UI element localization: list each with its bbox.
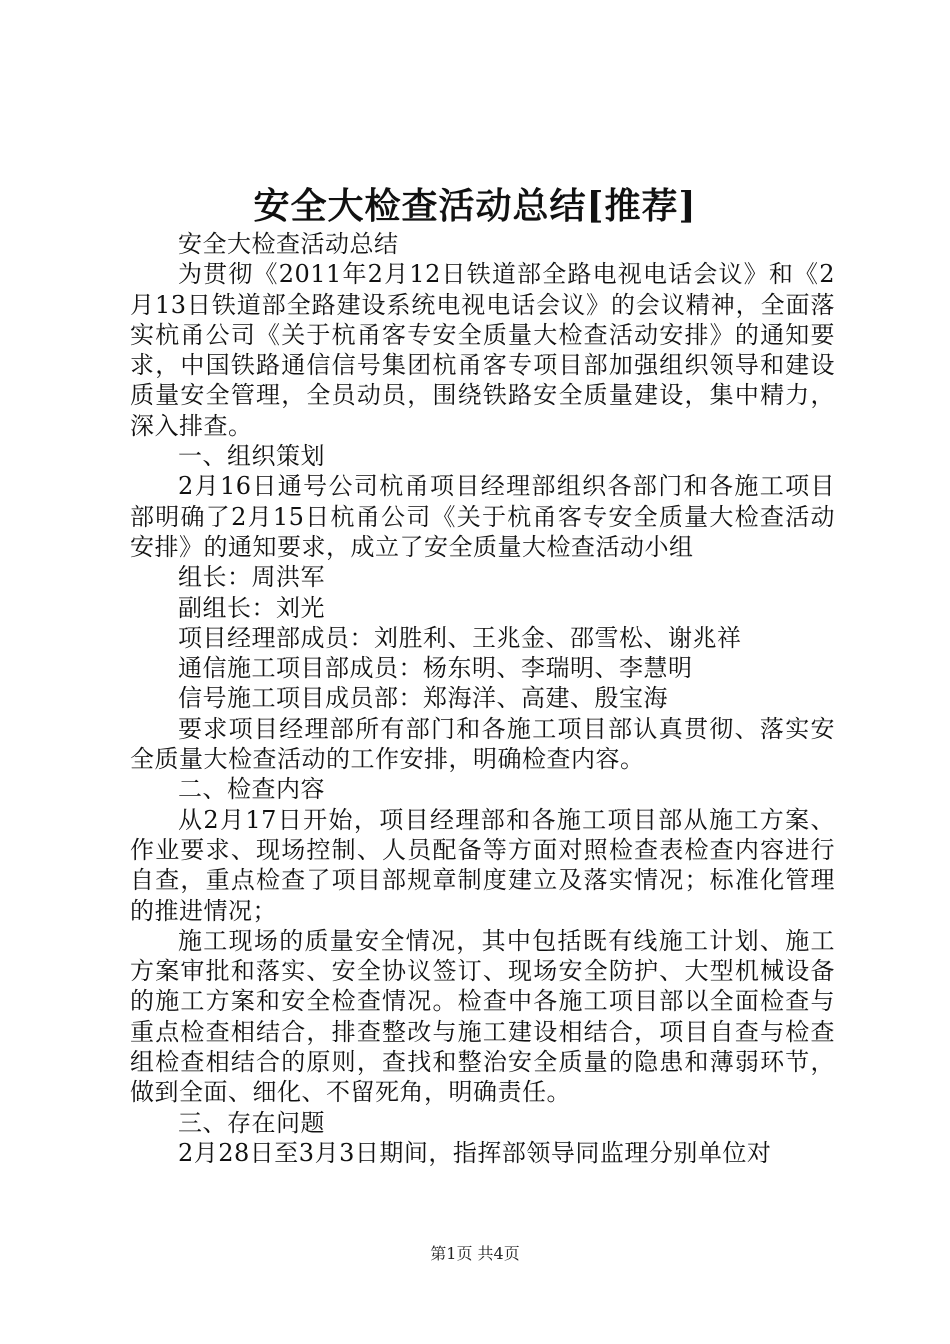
paragraph-organization: 2月16日通号公司杭甬项目经理部组织各部门和各施工项目部明确了2月15日杭甬公司《关于杭甬客专安全质量大检查活动安排》的通知要求，成立了安全质量大检查活动小组	[130, 472, 835, 561]
section-heading-problems: 三、存在问题	[178, 1108, 325, 1137]
section-heading-inspection: 二、检查内容	[178, 775, 325, 804]
document-title: 安全大检查活动总结[推荐]	[253, 185, 697, 227]
paragraph-subtitle: 安全大检查活动总结	[178, 230, 399, 258]
page-number-footer: 第1页 共4页	[430, 1244, 520, 1263]
deputy-leader: 副组长：刘光	[178, 593, 325, 622]
paragraph-intro: 为贯彻《2011年2月12日铁道部全路电视电话会议》和《2月13日铁道部全路建设系统电视电话会议》的会议精神，全面落实杭甬公司《关于杭甬客专安全质量大检查活动安排》的通知要求，中国铁路通信信号集团杭甬客专项目部加强组织领导和建设质量安全管理，全员动员，围绕铁路安全质量建设，集中精力，深入排查。	[130, 260, 835, 440]
paragraph-problems: 2月28日至3月3日期间，指挥部领导同监理分别单位对	[178, 1138, 772, 1167]
paragraph-inspection-2: 施工现场的质量安全情况，其中包括既有线施工计划、施工方案审批和落实、安全协议签订、现场安全防护、大型机械设备的施工方案和安全检查情况。检查中各施工项目部以全面检查与重点检查相结合，排查整改与施工建设相结合，项目自查与检查组检查相结合的原则，查找和整治安全质量的隐患和薄弱环节，做到全面、细化、不留死角，明确责任。	[130, 926, 835, 1107]
communication-team-members: 通信施工项目部成员：杨东明、李瑞明、李慧明	[178, 654, 693, 683]
project-dept-members: 项目经理部成员：刘胜利、王兆金、邵雪松、谢兆祥	[178, 623, 742, 652]
paragraph-inspection-1: 从2月17日开始，项目经理部和各施工项目部从施工方案、作业要求、现场控制、人员配备等方面对照检查表检查内容进行自查，重点检查了项目部规章制度建立及落实情况；标准化管理的推进情况；	[130, 805, 835, 925]
team-leader: 组长：周洪军	[178, 563, 325, 592]
document-body	[130, 229, 835, 1168]
section-heading-organization: 一、组织策划	[178, 442, 325, 471]
signal-team-members: 信号施工项目成员部：郑海洋、高建、殷宝海	[178, 684, 668, 713]
paragraph-requirement: 要求项目经理部所有部门和各施工项目部认真贯彻、落实安全质量大检查活动的工作安排，明确检查内容。	[130, 714, 835, 774]
